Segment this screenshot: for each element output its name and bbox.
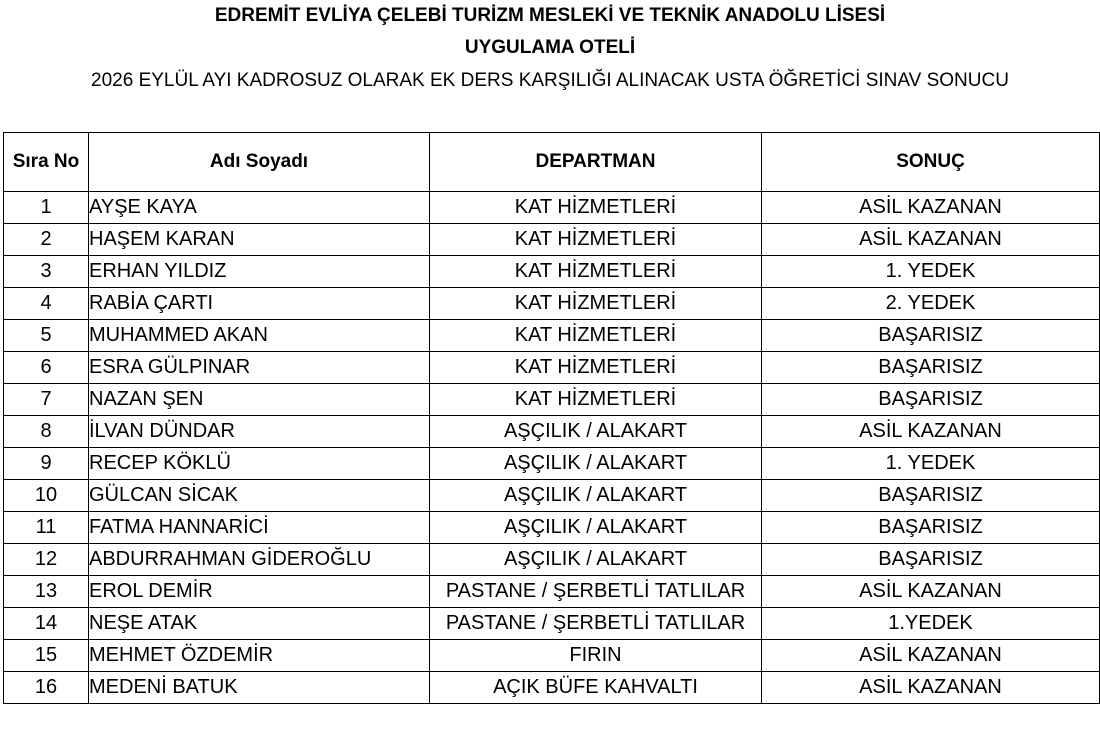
row-result: ASİL KAZANAN [762, 416, 1100, 448]
row-department: KAT HİZMETLERİ [430, 192, 762, 224]
column-header-result: SONUÇ [762, 133, 1100, 192]
row-result: ASİL KAZANAN [762, 192, 1100, 224]
table-row [4, 512, 1100, 544]
row-name: MUHAMMED AKAN [89, 320, 430, 352]
row-name: ERHAN YILDIZ [89, 256, 430, 288]
row-number: 8 [4, 416, 89, 448]
row-name: RABİA ÇARTI [89, 288, 430, 320]
row-department: FIRIN [430, 640, 762, 672]
row-result: BAŞARISIZ [762, 480, 1100, 512]
row-result: 1. YEDEK [762, 256, 1100, 288]
row-result: BAŞARISIZ [762, 320, 1100, 352]
row-name: ESRA GÜLPINAR [89, 352, 430, 384]
row-department: AŞÇILIK / ALAKART [430, 544, 762, 576]
row-result: BAŞARISIZ [762, 544, 1100, 576]
row-name: EROL DEMİR [89, 576, 430, 608]
row-result: BAŞARISIZ [762, 384, 1100, 416]
column-header-name: Adı Soyadı [89, 133, 430, 192]
table-header-row [4, 133, 1100, 192]
row-result: 2. YEDEK [762, 288, 1100, 320]
hotel-title: UYGULAMA OTELİ [464, 37, 636, 58]
row-number: 9 [4, 448, 89, 480]
row-department: AŞÇILIK / ALAKART [430, 512, 762, 544]
row-result: BAŞARISIZ [762, 512, 1100, 544]
table-row [4, 640, 1100, 672]
table-row [4, 256, 1100, 288]
row-department: AÇIK BÜFE KAHVALTI [430, 672, 762, 704]
column-header-department: DEPARTMAN [430, 133, 762, 192]
row-number: 7 [4, 384, 89, 416]
row-number: 14 [4, 608, 89, 640]
row-result: BAŞARISIZ [762, 352, 1100, 384]
row-department: KAT HİZMETLERİ [430, 320, 762, 352]
row-name: ABDURRAHMAN GİDEROĞLU [89, 544, 430, 576]
row-result: ASİL KAZANAN [762, 640, 1100, 672]
row-number: 2 [4, 224, 89, 256]
row-department: PASTANE / ŞERBETLİ TATLILAR [430, 576, 762, 608]
column-header-no: Sıra No [4, 133, 89, 192]
row-name: GÜLCAN SİCAK [89, 480, 430, 512]
table-row [4, 224, 1100, 256]
row-department: AŞÇILIK / ALAKART [430, 416, 762, 448]
row-number: 13 [4, 576, 89, 608]
row-department: PASTANE / ŞERBETLİ TATLILAR [430, 608, 762, 640]
row-result: ASİL KAZANAN [762, 672, 1100, 704]
table-row [4, 672, 1100, 704]
table-row [4, 608, 1100, 640]
row-number: 4 [4, 288, 89, 320]
row-name: HAŞEM KARAN [89, 224, 430, 256]
row-name: RECEP KÖKLÜ [89, 448, 430, 480]
exam-title: 2026 EYLÜL AYI KADROSUZ OLARAK EK DERS KARŞILIĞI ALINACAK USTA ÖĞRETİCİ SINAV SONUCU [91, 70, 1009, 91]
table-row [4, 352, 1100, 384]
row-result: ASİL KAZANAN [762, 576, 1100, 608]
row-name: İLVAN DÜNDAR [89, 416, 430, 448]
table-row [4, 320, 1100, 352]
row-name: MEDENİ BATUK [89, 672, 430, 704]
school-title: EDREMİT EVLİYA ÇELEBİ TURİZM MESLEKİ VE TEKNİK ANADOLU LİSESİ [214, 5, 886, 26]
table-row [4, 448, 1100, 480]
row-number: 1 [4, 192, 89, 224]
row-number: 10 [4, 480, 89, 512]
row-department: AŞÇILIK / ALAKART [430, 480, 762, 512]
table-row [4, 384, 1100, 416]
results-table [3, 132, 1100, 704]
row-department: KAT HİZMETLERİ [430, 224, 762, 256]
row-number: 11 [4, 512, 89, 544]
row-name: MEHMET ÖZDEMİR [89, 640, 430, 672]
row-name: NAZAN ŞEN [89, 384, 430, 416]
row-result: ASİL KAZANAN [762, 224, 1100, 256]
row-name: AYŞE KAYA [89, 192, 430, 224]
row-department: KAT HİZMETLERİ [430, 384, 762, 416]
row-number: 6 [4, 352, 89, 384]
row-number: 5 [4, 320, 89, 352]
row-number: 15 [4, 640, 89, 672]
row-department: KAT HİZMETLERİ [430, 288, 762, 320]
row-result: 1. YEDEK [762, 448, 1100, 480]
row-name: FATMA HANNARİCİ [89, 512, 430, 544]
table-row [4, 192, 1100, 224]
table-row [4, 416, 1100, 448]
row-number: 16 [4, 672, 89, 704]
row-department: KAT HİZMETLERİ [430, 352, 762, 384]
row-name: NEŞE ATAK [89, 608, 430, 640]
table-row [4, 576, 1100, 608]
table-row [4, 544, 1100, 576]
row-department: KAT HİZMETLERİ [430, 256, 762, 288]
row-number: 12 [4, 544, 89, 576]
table-row [4, 480, 1100, 512]
table-row [4, 288, 1100, 320]
row-department: AŞÇILIK / ALAKART [430, 448, 762, 480]
row-number: 3 [4, 256, 89, 288]
row-result: 1.YEDEK [762, 608, 1100, 640]
